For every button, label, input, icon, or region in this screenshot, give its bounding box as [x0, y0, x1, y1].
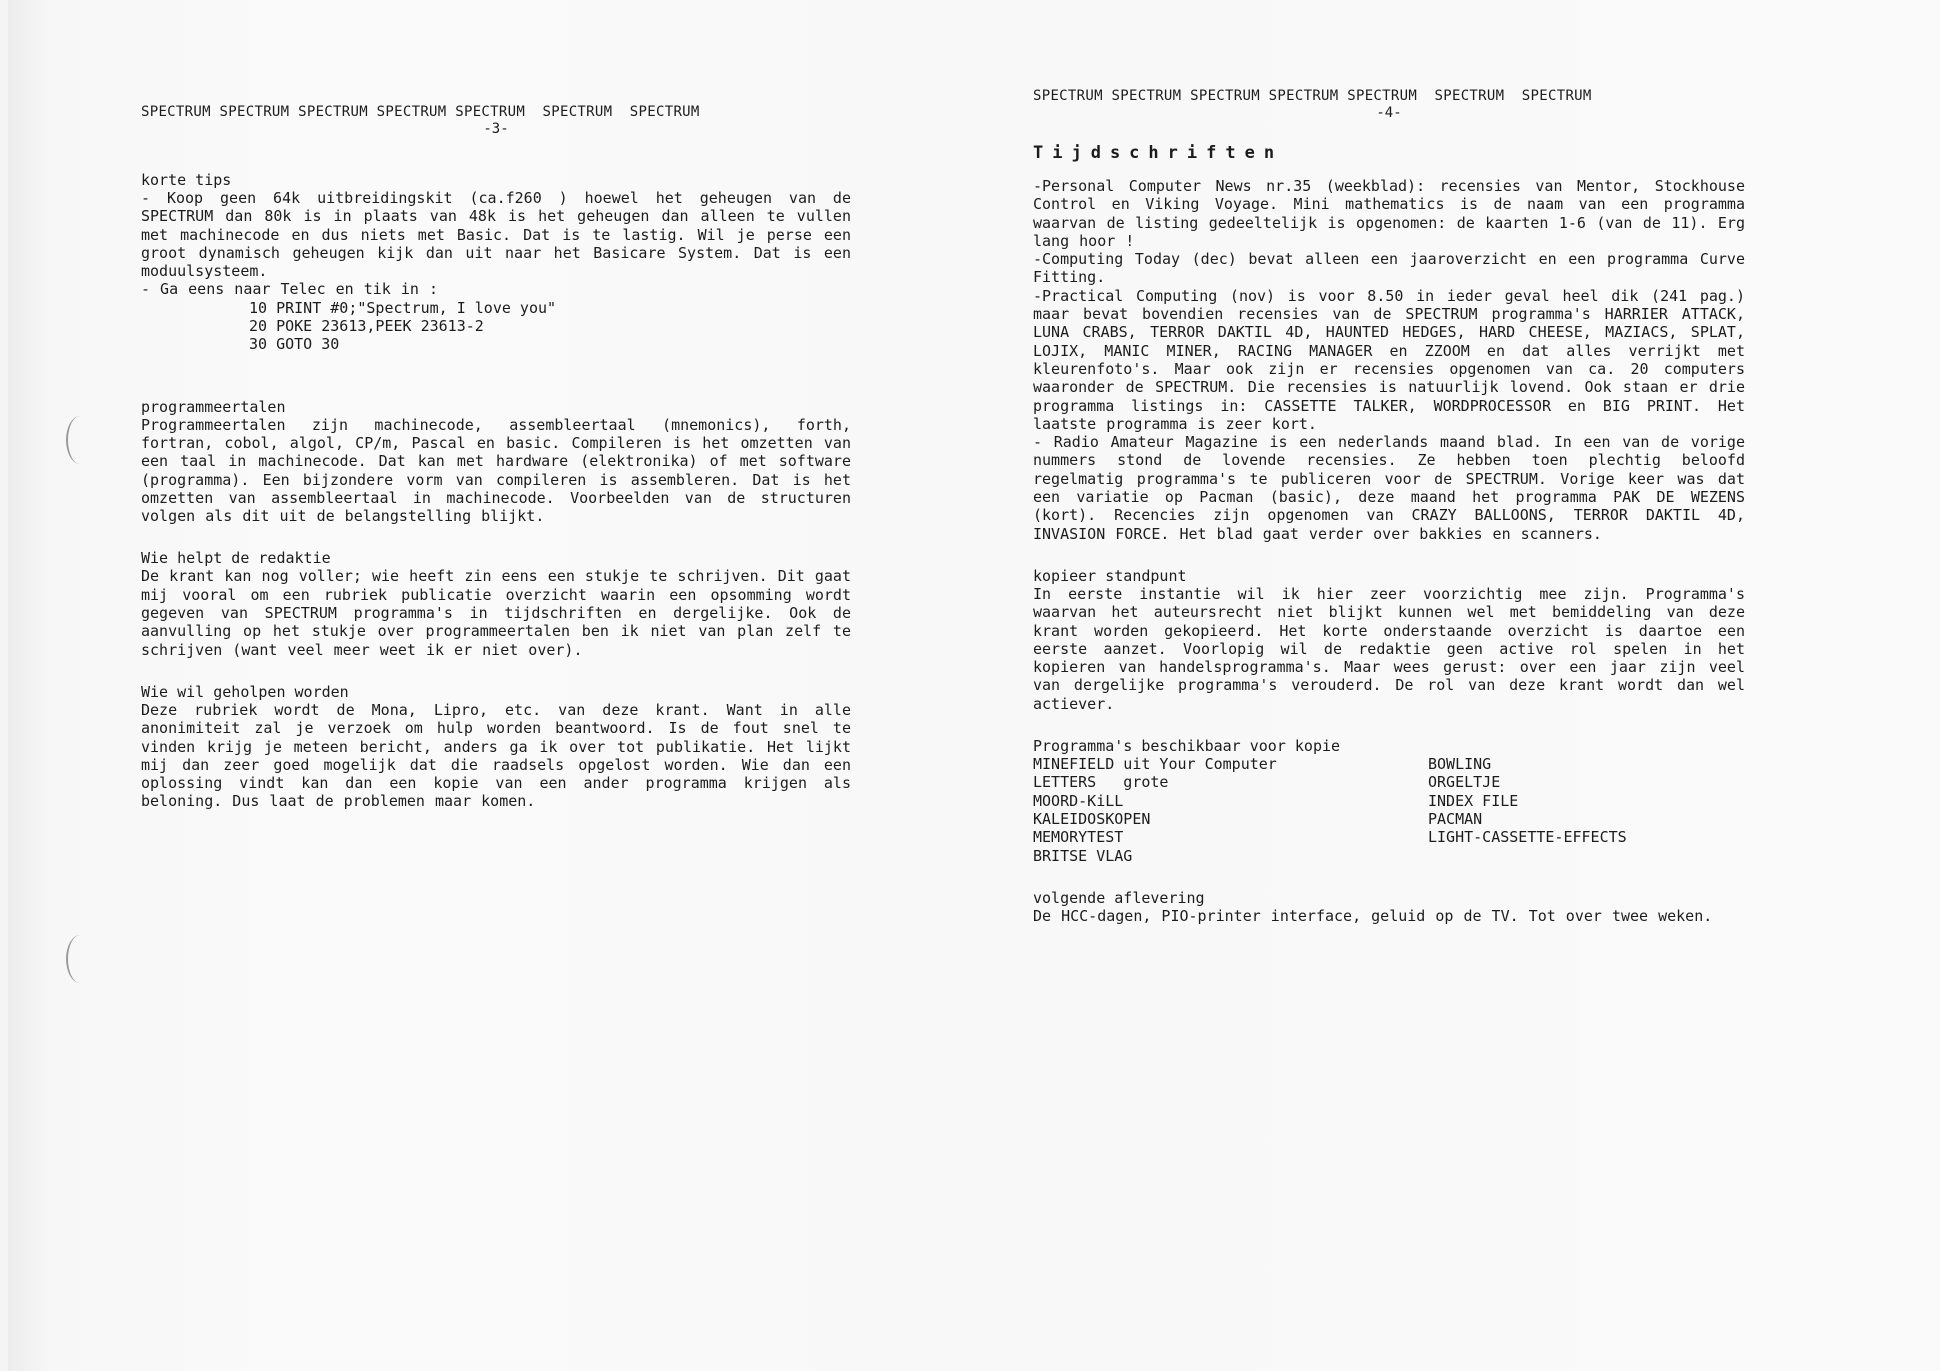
- punch-hole-top: [66, 416, 94, 464]
- program-name: BOWLING: [1428, 755, 1492, 774]
- left-page-number: -3-: [483, 121, 509, 137]
- section-programmeertalen: [141, 398, 851, 526]
- paper-sheet: [8, 0, 1940, 1371]
- list-item: [1033, 847, 1627, 865]
- program-name: ORGELTJE: [1428, 773, 1501, 792]
- code-line: 30 GOTO 30: [249, 335, 340, 354]
- right-page: [1033, 88, 1745, 925]
- program-list: [1033, 755, 1627, 865]
- section-heading: Programma's beschikbaar voor kopie: [1033, 737, 1341, 756]
- program-name: KALEIDOSKOPEN: [1033, 809, 1151, 828]
- punch-hole-bottom: [66, 935, 94, 983]
- program-name: PACMAN: [1428, 809, 1483, 828]
- list-item: [1033, 755, 1627, 773]
- list-item: [1033, 828, 1627, 846]
- code-line: 20 POKE 23613,PEEK 23613-2: [249, 317, 484, 336]
- list-item: [1033, 773, 1627, 791]
- program-name: MEMORYTEST: [1033, 828, 1124, 847]
- program-name: MOORD-KiLL: [1033, 791, 1124, 810]
- section-heading: korte tips: [141, 171, 232, 189]
- right-page-header: SPECTRUM SPECTRUM SPECTRUM SPECTRUM SPECTRUM SPECTRUM SPECTRUM: [1033, 88, 1592, 104]
- code-line: 10 PRINT #0;"Spectrum, I love you": [249, 298, 557, 317]
- volgende-body: De HCC-dagen, PIO-printer interface, geluid op de TV. Tot over twee weken.: [1033, 906, 1713, 925]
- program-name: [1428, 847, 1627, 865]
- left-page: [141, 104, 851, 811]
- section-heading: Wie wil geholpen worden: [141, 682, 349, 701]
- left-page-header: SPECTRUM SPECTRUM SPECTRUM SPECTRUM SPECTRUM SPECTRUM SPECTRUM: [141, 104, 700, 120]
- section-wie-helpt: [141, 549, 851, 658]
- list-item: [1033, 792, 1627, 810]
- right-page-number: -4-: [1376, 105, 1402, 121]
- section-wie-wil: [141, 683, 851, 811]
- section-body: De krant kan nog voller; wie heeft zin eens een stukje te schrijven. Dit gaat mij vooral om een rubriek publicatie overzicht waarin een opsomming wordt gegeven van SPECTRUM programma's in tijdschriften en dergelijke. Ook de aanvulling op het stukje over programmeertalen ben ik niet van plan zelf te schrijven (want veel meer weet ik er niet over).: [141, 567, 851, 659]
- section-body: Deze rubriek wordt de Mona, Lipro, etc. van deze krant. Want in alle anonimiteit zal je verzoek om hulp worden beantwoord. Is de fout snel te vinden krijg je meteen bericht, anders ga ik over tot publikatie. Het lijkt mij dan zeer goed mogelijk dat die raadsels opgelost worden. Wie dan een oplossing vindt kan dan een kopie van een ander programma krijgen als beloning. Dus laat de problemen maar komen.: [141, 700, 851, 811]
- tijdschriften-body: -Personal Computer News nr.35 (weekblad): recensies van Mentor, Stockhouse Control en Viking Voyage. Mini mathematics is de naam van een programma waarvan de listing gedeeltelijk is opgenomen: de kaarten 1-6 (van de 11). Erg lang hoor ! -Computing Today (dec) bevat alleen een jaaroverzicht en een programma Curve Fitting. -Practical Computing (nov) is voor 8.50 in ieder geval heel dik (241 pag.) maar bevat bovendien recensies van de SPECTRUM programma's HARRIER ATTACK, LUNA CRABS, TERROR DAKTIL 4D, HAUNTED HEDGES, HARD CHEESE, MAZIACS, SPLAT, LOJIX, MANIC MINER, RACING MANAGER en ZZOOM en dat alles verrijkt met kleurenfoto's. Maar ook zijn er recensies opgenomen van ca. 20 computers waaronder de SPECTRUM. Die recensies is natuurlijk lovend. Ook staan er drie programma listings in: CASSETTE TALKER, WORDPROCESSOR en BIG PRINT. Het laatste programma is zeer kort. - Radio Amateur Magazine is een nederlands maand blad. In een van de vorige nummers stond de lovende recensies. Ze hebben toen plechtig beloofd regelmatig programma's te publiceren voor de SPECTRUM. Vorige keer was dat een variatie op Pacman (basic), deze maand het programma PAK DE WEZENS (kort). Recencies zijn opgenomen van CRAZY BALLOONS, TERROR DAKTIL 4D, INVASION FORCE. Het blad gaat verder over bakkies en scanners.: [1033, 177, 1745, 543]
- program-name: BRITSE VLAG: [1033, 846, 1133, 865]
- section-heading: kopieer standpunt: [1033, 566, 1187, 585]
- list-item: [1033, 810, 1627, 828]
- program-name: INDEX FILE: [1428, 791, 1519, 810]
- program-name: MINEFIELD uit Your Computer: [1033, 755, 1277, 774]
- section-korte-tips: [141, 171, 851, 354]
- section-heading: volgende aflevering: [1033, 888, 1205, 907]
- page-title: Tijdschriften: [1033, 143, 1284, 163]
- program-name: LIGHT-CASSETTE-EFFECTS: [1428, 828, 1627, 847]
- section-heading: programmeertalen: [141, 397, 286, 416]
- program-name: LETTERS grote: [1033, 773, 1169, 792]
- section-heading: Wie helpt de redaktie: [141, 549, 331, 568]
- section-body: - Koop geen 64k uitbreidingskit (ca.f260 ) hoewel het geheugen van de SPECTRUM dan 80k is in plaats van 48k is het geheugen dan alleen te vullen met machinecode en dus niets met Basic. Dat is te lastig. Wil je perse een groot dynamisch geheugen kijk dan uit naar het Basicare System. Dat is een moduulsysteem. - Ga eens naar Telec en tik in :: [141, 189, 851, 299]
- kopieer-body: In eerste instantie wil ik hier zeer voorzichtig mee zijn. Programma's waarvan het auteursrecht niet blijkt kunnen wel met bemiddeling van deze krant worden gekopieerd. Het korte onderstaande overzicht is daartoe een eerste aanzet. Voorlopig wil de redaktie geen active rol spelen in het kopieren van handelsprogramma's. Maar wees gerust: over een jaar zijn veel van dergelijke programma's verouderd. De rol van deze krant wordt dan wel actiever.: [1033, 584, 1745, 713]
- section-body: Programmeertalen zijn machinecode, assembleertaal (mnemonics), forth, fortran, cobol, algol, CP/m, Pascal en basic. Compileren is het omzetten van een taal in machinecode. Dat kan met hardware (elektronika) of met software (programma). Een bijzondere vorm van compileren is assembleren. Dat is het omzetten van assembleertaal in machinecode. Voorbeelden van de structuren volgen als dit uit de belangstelling blijkt.: [141, 415, 851, 526]
